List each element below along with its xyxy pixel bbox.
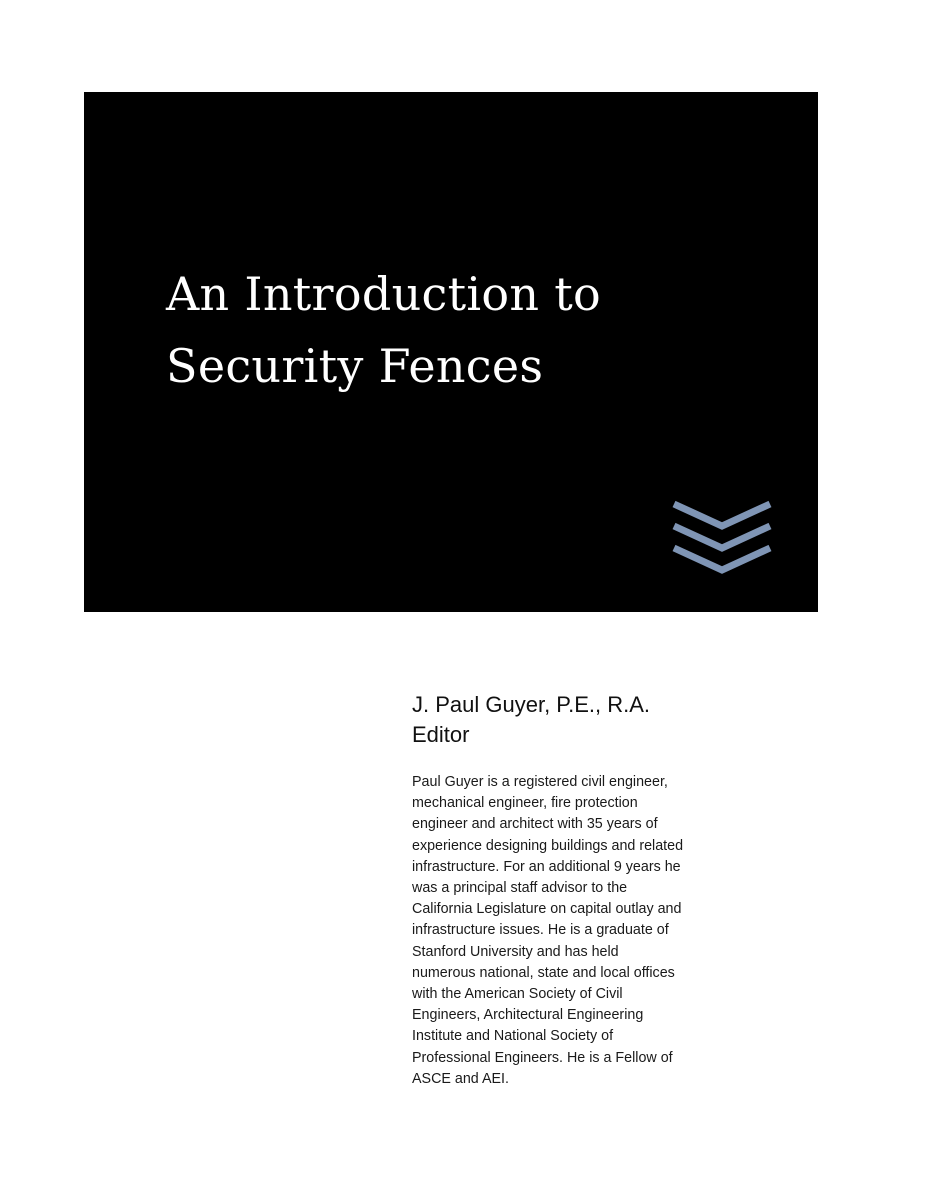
bio-line: with the American Society of Civil <box>412 986 623 1003</box>
bio-line: was a principal staff advisor to the <box>412 880 628 897</box>
author-name: J. Paul Guyer, P.E., R.A. <box>412 692 651 717</box>
triple-chevron-down-icon <box>672 496 772 576</box>
bio-line: infrastructure. For an additional 9 years he <box>412 858 681 875</box>
bio-line: Stanford University and has held <box>412 943 619 960</box>
cover-panel <box>84 92 818 612</box>
book-title-line-1: An Introduction to <box>166 267 601 321</box>
bio-line: Engineers, Architectural Engineering <box>412 1007 644 1024</box>
bio-line: Institute and National Society of <box>412 1028 614 1045</box>
chevron-stroke-1 <box>674 504 770 526</box>
bio-line: ASCE and AEI. <box>412 1070 509 1087</box>
book-title <box>166 258 601 402</box>
bio-line: experience designing buildings and related <box>412 837 684 854</box>
bio-line: mechanical engineer, fire protection <box>412 795 638 812</box>
author-role: Editor <box>412 722 470 747</box>
author-section <box>412 690 772 1090</box>
book-title-line-2: Security Fences <box>166 339 544 393</box>
bio-line: Paul Guyer is a registered civil engineer, <box>412 774 668 790</box>
author-bio <box>412 772 772 1090</box>
bio-line: Professional Engineers. He is a Fellow of <box>412 1049 673 1066</box>
bio-line: numerous national, state and local offices <box>412 964 675 981</box>
bio-line: infrastructure issues. He is a graduate of <box>412 922 669 939</box>
bio-line: California Legislature on capital outlay and <box>412 901 682 918</box>
bio-line: engineer and architect with 35 years of <box>412 816 658 833</box>
